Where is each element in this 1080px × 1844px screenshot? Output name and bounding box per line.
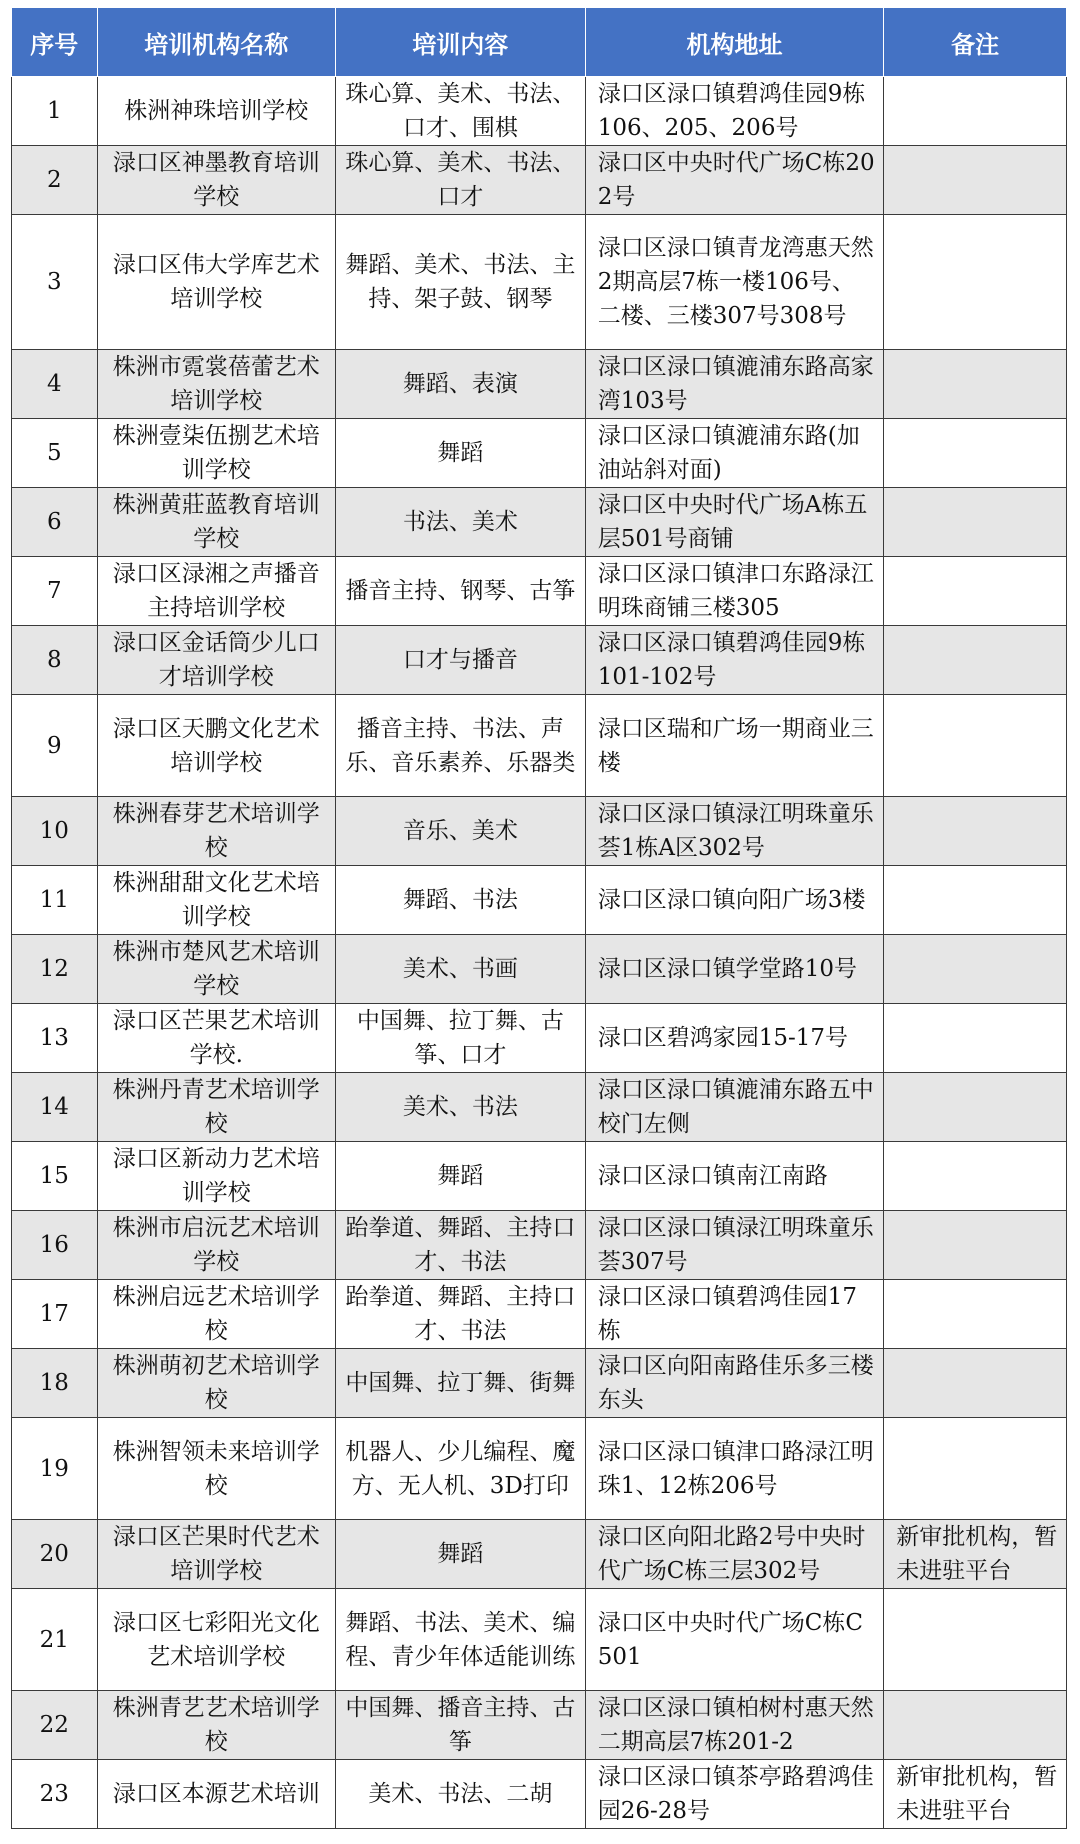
cell-content: 舞蹈、书法、美术、编程、青少年体适能训练 xyxy=(335,1589,585,1691)
cell-name: 渌口区渌湘之声播音主持培训学校 xyxy=(97,557,335,626)
cell-name: 渌口区芒果时代艺术培训学校 xyxy=(97,1520,335,1589)
institutions-table xyxy=(11,7,1067,1829)
cell-no: 19 xyxy=(12,1418,98,1520)
cell-content: 舞蹈、美术、书法、主持、架子鼓、钢琴 xyxy=(335,215,585,350)
cell-no: 3 xyxy=(12,215,98,350)
cell-name: 渌口区金话筒少儿口才培训学校 xyxy=(97,626,335,695)
cell-content: 播音主持、钢琴、古筝 xyxy=(335,557,585,626)
cell-content: 舞蹈、表演 xyxy=(335,350,585,419)
cell-address: 渌口区中央时代广场A栋五层501号商铺 xyxy=(585,488,883,557)
cell-note xyxy=(884,1418,1067,1520)
table-row xyxy=(12,350,1067,419)
cell-note xyxy=(884,488,1067,557)
cell-content: 中国舞、拉丁舞、古筝、口才 xyxy=(335,1004,585,1073)
cell-note xyxy=(884,935,1067,1004)
cell-address: 渌口区渌口镇南江南路 xyxy=(585,1142,883,1211)
table-row xyxy=(12,866,1067,935)
cell-note xyxy=(884,695,1067,797)
cell-note xyxy=(884,1349,1067,1418)
table-row xyxy=(12,1691,1067,1760)
table-row xyxy=(12,419,1067,488)
cell-content: 舞蹈 xyxy=(335,1142,585,1211)
cell-no: 18 xyxy=(12,1349,98,1418)
cell-content: 珠心算、美术、书法、口才、围棋 xyxy=(335,77,585,146)
cell-content: 中国舞、拉丁舞、街舞 xyxy=(335,1349,585,1418)
cell-no: 4 xyxy=(12,350,98,419)
cell-name: 株洲青艺艺术培训学校 xyxy=(97,1691,335,1760)
header-address: 机构地址 xyxy=(585,8,883,77)
cell-no: 1 xyxy=(12,77,98,146)
cell-note xyxy=(884,1589,1067,1691)
table-row xyxy=(12,1142,1067,1211)
table-row xyxy=(12,1760,1067,1829)
cell-note xyxy=(884,797,1067,866)
cell-name: 株洲壹柒伍捌艺术培训学校 xyxy=(97,419,335,488)
table-row xyxy=(12,1520,1067,1589)
cell-name: 株洲市霓裳蓓蕾艺术培训学校 xyxy=(97,350,335,419)
cell-name: 渌口区神墨教育培训学校 xyxy=(97,146,335,215)
cell-address: 渌口区渌口镇青龙湾惠天然2期高层7栋一楼106号、二楼、三楼307号308号 xyxy=(585,215,883,350)
table-row xyxy=(12,935,1067,1004)
cell-no: 14 xyxy=(12,1073,98,1142)
cell-note xyxy=(884,1691,1067,1760)
cell-address: 渌口区渌口镇津口路渌江明珠1、12栋206号 xyxy=(585,1418,883,1520)
cell-no: 23 xyxy=(12,1760,98,1829)
table-row xyxy=(12,1211,1067,1280)
cell-address: 渌口区渌口镇渌江明珠童乐荟1栋A区302号 xyxy=(585,797,883,866)
cell-note xyxy=(884,77,1067,146)
table-row xyxy=(12,1004,1067,1073)
table-header-row xyxy=(12,8,1067,77)
cell-note: 新审批机构，暂未进驻平台 xyxy=(884,1520,1067,1589)
cell-content: 书法、美术 xyxy=(335,488,585,557)
table-row xyxy=(12,695,1067,797)
cell-address: 渌口区向阳北路2号中央时代广场C栋三层302号 xyxy=(585,1520,883,1589)
cell-content: 美术、书法、二胡 xyxy=(335,1760,585,1829)
cell-no: 12 xyxy=(12,935,98,1004)
cell-no: 6 xyxy=(12,488,98,557)
cell-content: 跆拳道、舞蹈、主持口才、书法 xyxy=(335,1280,585,1349)
cell-address: 渌口区渌口镇漉浦东路(加油站斜对面) xyxy=(585,419,883,488)
cell-address: 渌口区渌口镇向阳广场3楼 xyxy=(585,866,883,935)
cell-note xyxy=(884,626,1067,695)
cell-content: 舞蹈 xyxy=(335,1520,585,1589)
cell-name: 渌口区伟大学库艺术培训学校 xyxy=(97,215,335,350)
cell-content: 播音主持、书法、声乐、音乐素养、乐器类 xyxy=(335,695,585,797)
cell-no: 16 xyxy=(12,1211,98,1280)
cell-address: 渌口区中央时代广场C栋C501 xyxy=(585,1589,883,1691)
cell-no: 15 xyxy=(12,1142,98,1211)
cell-address: 渌口区渌口镇碧鸿佳园9栋106、205、206号 xyxy=(585,77,883,146)
cell-no: 20 xyxy=(12,1520,98,1589)
cell-name: 株洲萌初艺术培训学校 xyxy=(97,1349,335,1418)
cell-address: 渌口区渌口镇茶亭路碧鸿佳园26-28号 xyxy=(585,1760,883,1829)
cell-no: 5 xyxy=(12,419,98,488)
cell-no: 9 xyxy=(12,695,98,797)
cell-note xyxy=(884,1004,1067,1073)
cell-no: 13 xyxy=(12,1004,98,1073)
table-row xyxy=(12,215,1067,350)
table-row xyxy=(12,626,1067,695)
cell-name: 渌口区七彩阳光文化艺术培训学校 xyxy=(97,1589,335,1691)
cell-address: 渌口区渌口镇渌江明珠童乐荟307号 xyxy=(585,1211,883,1280)
cell-address: 渌口区渌口镇学堂路10号 xyxy=(585,935,883,1004)
table-row xyxy=(12,557,1067,626)
cell-content: 音乐、美术 xyxy=(335,797,585,866)
cell-address: 渌口区渌口镇漉浦东路高家湾103号 xyxy=(585,350,883,419)
cell-address: 渌口区碧鸿家园15-17号 xyxy=(585,1004,883,1073)
cell-content: 珠心算、美术、书法、口才 xyxy=(335,146,585,215)
cell-note xyxy=(884,146,1067,215)
cell-no: 8 xyxy=(12,626,98,695)
cell-no: 7 xyxy=(12,557,98,626)
cell-name: 株洲甜甜文化艺术培训学校 xyxy=(97,866,335,935)
cell-name: 株洲智领未来培训学校 xyxy=(97,1418,335,1520)
cell-content: 美术、书法 xyxy=(335,1073,585,1142)
cell-no: 21 xyxy=(12,1589,98,1691)
table-row xyxy=(12,1073,1067,1142)
cell-content: 跆拳道、舞蹈、主持口才、书法 xyxy=(335,1211,585,1280)
cell-name: 渌口区芒果艺术培训学校. xyxy=(97,1004,335,1073)
cell-no: 2 xyxy=(12,146,98,215)
table-row xyxy=(12,1280,1067,1349)
header-name: 培训机构名称 xyxy=(97,8,335,77)
cell-note xyxy=(884,419,1067,488)
cell-address: 渌口区渌口镇柏树村惠天然二期高层7栋201-2 xyxy=(585,1691,883,1760)
table-row xyxy=(12,146,1067,215)
table-row xyxy=(12,77,1067,146)
cell-note xyxy=(884,1142,1067,1211)
cell-name: 株洲市启沅艺术培训学校 xyxy=(97,1211,335,1280)
cell-content: 美术、书画 xyxy=(335,935,585,1004)
cell-no: 17 xyxy=(12,1280,98,1349)
cell-content: 中国舞、播音主持、古筝 xyxy=(335,1691,585,1760)
cell-note xyxy=(884,1280,1067,1349)
cell-note: 新审批机构，暂未进驻平台 xyxy=(884,1760,1067,1829)
cell-content: 舞蹈、书法 xyxy=(335,866,585,935)
cell-address: 渌口区中央时代广场C栋202号 xyxy=(585,146,883,215)
cell-note xyxy=(884,1211,1067,1280)
cell-name: 渌口区本源艺术培训 xyxy=(97,1760,335,1829)
cell-address: 渌口区渌口镇津口东路渌江明珠商铺三楼305 xyxy=(585,557,883,626)
cell-note xyxy=(884,215,1067,350)
cell-note xyxy=(884,557,1067,626)
cell-address: 渌口区向阳南路佳乐多三楼东头 xyxy=(585,1349,883,1418)
cell-note xyxy=(884,866,1067,935)
header-note: 备注 xyxy=(884,8,1067,77)
cell-note xyxy=(884,1073,1067,1142)
cell-name: 株洲春芽艺术培训学校 xyxy=(97,797,335,866)
header-content: 培训内容 xyxy=(335,8,585,77)
table-row xyxy=(12,1418,1067,1520)
cell-name: 株洲市楚风艺术培训学校 xyxy=(97,935,335,1004)
cell-no: 11 xyxy=(12,866,98,935)
cell-no: 22 xyxy=(12,1691,98,1760)
cell-address: 渌口区瑞和广场一期商业三楼 xyxy=(585,695,883,797)
cell-content: 口才与播音 xyxy=(335,626,585,695)
cell-name: 渌口区天鹏文化艺术培训学校 xyxy=(97,695,335,797)
table-row xyxy=(12,797,1067,866)
cell-address: 渌口区渌口镇碧鸿佳园9栋101-102号 xyxy=(585,626,883,695)
cell-no: 10 xyxy=(12,797,98,866)
cell-address: 渌口区渌口镇碧鸿佳园17栋 xyxy=(585,1280,883,1349)
header-no: 序号 xyxy=(12,8,98,77)
table-row xyxy=(12,488,1067,557)
cell-content: 机器人、少儿编程、魔方、无人机、3D打印 xyxy=(335,1418,585,1520)
cell-name: 株洲启远艺术培训学校 xyxy=(97,1280,335,1349)
table-row xyxy=(12,1589,1067,1691)
cell-note xyxy=(884,350,1067,419)
cell-content: 舞蹈 xyxy=(335,419,585,488)
cell-name: 株洲神珠培训学校 xyxy=(97,77,335,146)
table-row xyxy=(12,1349,1067,1418)
cell-name: 渌口区新动力艺术培训学校 xyxy=(97,1142,335,1211)
cell-name: 株洲丹青艺术培训学校 xyxy=(97,1073,335,1142)
cell-name: 株洲黄莊蓝教育培训学校 xyxy=(97,488,335,557)
cell-address: 渌口区渌口镇漉浦东路五中校门左侧 xyxy=(585,1073,883,1142)
